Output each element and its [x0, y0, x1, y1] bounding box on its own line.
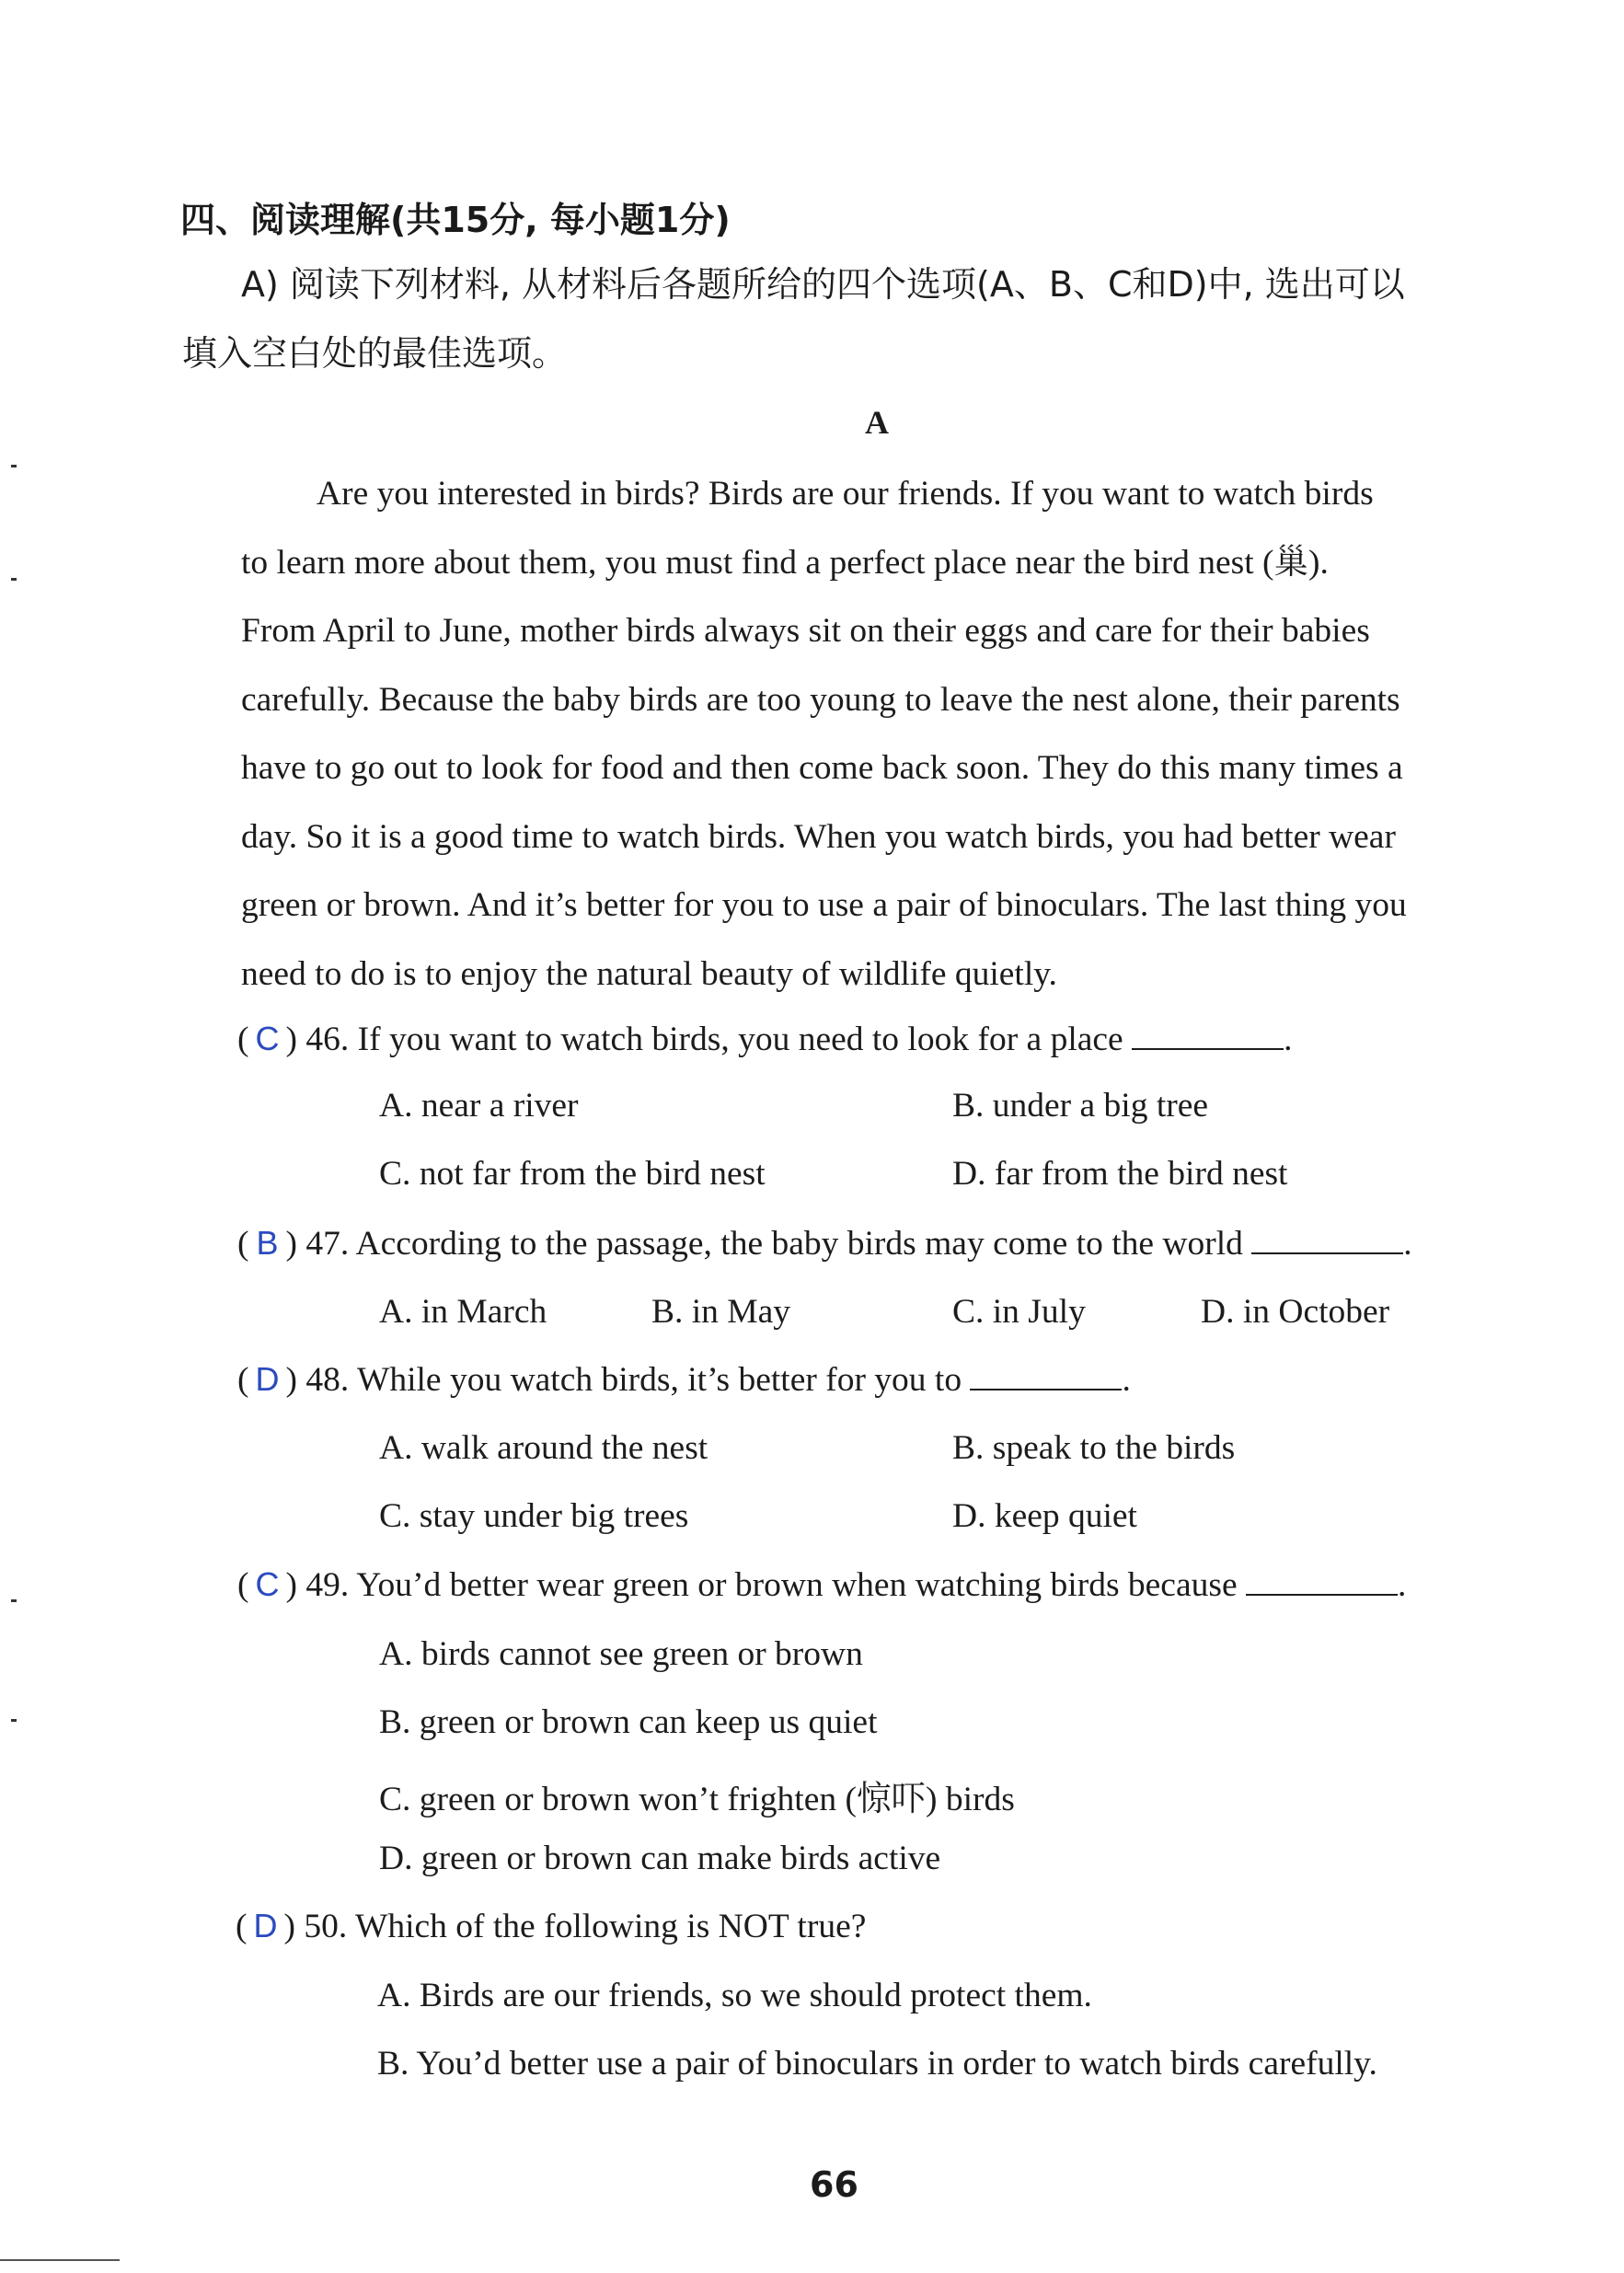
- question-stem: 46. If you want to watch birds, you need to look for a place: [305, 1021, 1123, 1058]
- option: A. birds cannot see green or brown: [379, 1635, 863, 1673]
- answer-mark: D: [255, 1360, 280, 1398]
- answer-paren: ( B ): [237, 1224, 297, 1263]
- margin-mark: [11, 1599, 17, 1602]
- question-50: [236, 1907, 866, 1946]
- answer-paren: ( C ): [237, 1565, 297, 1604]
- option: A. near a river: [379, 1087, 579, 1125]
- question-stem: 49. You’d better wear green or brown when watching birds because: [305, 1566, 1238, 1604]
- option: A. Birds are our friends, so we should protect them.: [377, 1977, 1092, 2014]
- answer-paren: ( D ): [236, 1907, 295, 1945]
- section-title: 四、阅读理解(共15分, 每小题1分): [180, 200, 731, 240]
- option: B. green or brown can keep us quiet: [379, 1703, 878, 1741]
- answer-mark: D: [253, 1907, 278, 1944]
- passage-body: [241, 460, 1407, 1009]
- answer-mark: B: [256, 1224, 279, 1262]
- bottom-rule: [0, 2259, 120, 2261]
- instruction: [182, 250, 1511, 388]
- option: C. green or brown won’t frighten (惊吓) birds: [379, 1781, 1015, 1818]
- option: D. far from the bird nest: [952, 1155, 1288, 1193]
- passage-line: have to go out to look for food and then come back soon. They do this many times a: [241, 749, 1403, 787]
- answer-paren: ( D ): [237, 1360, 297, 1399]
- question-49: ( C ) 49. You’d better wear green or brown when watching birds because .: [237, 1565, 1407, 1604]
- option: C. in July: [952, 1293, 1086, 1331]
- question-46: ( C ) 46. If you want to watch birds, you need to look for a place .: [237, 1020, 1293, 1058]
- question-47: ( B ) 47. According to the passage, the baby birds may come to the world .: [237, 1224, 1412, 1263]
- answer-mark: C: [255, 1020, 280, 1057]
- option: B. in May: [651, 1293, 791, 1331]
- question-stem: 47. According to the passage, the baby birds may come to the world: [305, 1225, 1243, 1263]
- option: A. walk around the nest: [379, 1429, 708, 1467]
- option: D. keep quiet: [952, 1497, 1137, 1535]
- option: A. in March: [379, 1293, 547, 1331]
- option: C. not far from the bird nest: [379, 1155, 766, 1193]
- passage-line: From April to June, mother birds always sit on their eggs and care for their babies: [241, 612, 1370, 650]
- margin-mark: [11, 1719, 17, 1722]
- passage-line: need to do is to enjoy the natural beauty of wildlife quietly.: [241, 954, 1057, 993]
- option: D. green or brown can make birds active: [379, 1840, 941, 1877]
- answer-blank: [1246, 1566, 1398, 1596]
- page-number: 66: [810, 2164, 858, 2205]
- instruction-line-2: 填入空白处的最佳选项。: [182, 333, 568, 374]
- question-stem: 50. Which of the following is NOT true?: [304, 1908, 867, 1945]
- answer-mark: C: [255, 1565, 280, 1603]
- passage-line: Are you interested in birds? Birds are our friends. If you want to watch birds: [317, 475, 1374, 513]
- answer-paren: ( C ): [237, 1020, 297, 1058]
- passage-line: to learn more about them, you must find a perfect place near the bird nest (巢).: [241, 543, 1329, 582]
- margin-mark: [11, 578, 17, 581]
- option: D. in October: [1201, 1293, 1390, 1331]
- instruction-line-1: A) 阅读下列材料, 从材料后各题所给的四个选项(A、B、C和D)中, 选出可以: [241, 264, 1405, 305]
- option: B. You’d better use a pair of binoculars in order to watch birds carefully.: [377, 2045, 1377, 2083]
- answer-blank: [970, 1361, 1122, 1390]
- passage-line: carefully. Because the baby birds are too young to leave the nest alone, their parents: [241, 680, 1400, 719]
- option: B. under a big tree: [952, 1087, 1209, 1125]
- margin-mark: [11, 465, 17, 467]
- passage-line: day. So it is a good time to watch birds. When you watch birds, you had better wear: [241, 817, 1396, 856]
- passage-line: green or brown. And it’s better for you to use a pair of binoculars. The last thing you: [241, 886, 1407, 924]
- option: B. speak to the birds: [952, 1429, 1236, 1467]
- question-48: ( D ) 48. While you watch birds, it’s better for you to .: [237, 1360, 1131, 1399]
- answer-blank: [1132, 1021, 1284, 1050]
- question-stem: 48. While you watch birds, it’s better for you to: [305, 1361, 962, 1399]
- passage-title: A: [865, 404, 889, 441]
- option: C. stay under big trees: [379, 1497, 689, 1535]
- answer-blank: [1251, 1225, 1403, 1254]
